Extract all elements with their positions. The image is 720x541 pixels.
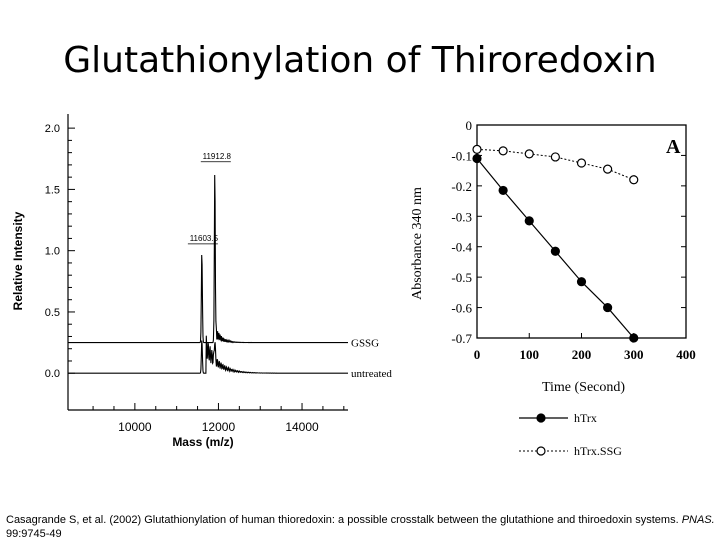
- legend-label-hTrx.SSG: hTrx.SSG: [574, 444, 622, 458]
- x-axis-label: Mass (m/z): [172, 435, 234, 449]
- y-tick-label: -0.1: [451, 148, 472, 164]
- series-label-GSSG: GSSG: [351, 337, 380, 350]
- citation-journal: PNAS.: [681, 514, 715, 526]
- data-point-hTrx: [630, 334, 638, 342]
- data-point-hTrx: [499, 186, 507, 194]
- legend-label-hTrx: hTrx: [574, 411, 597, 425]
- x-tick-label: 300: [624, 347, 644, 362]
- y-tick-label: 1.0: [44, 245, 60, 258]
- citation-text: Casagrande S, et al. (2002) Glutathionylation of human thioredoxin: a possible crosstalk between the glutathione and thiroedoxin systems.: [6, 514, 679, 526]
- x-tick-label: 400: [676, 347, 696, 362]
- y-axis-label: Absorbance 340 nm: [410, 187, 425, 300]
- panel-label: A: [666, 136, 681, 158]
- data-point-hTrx.SSG: [499, 147, 507, 155]
- y-tick-label: 0: [465, 118, 472, 133]
- x-tick-label: 14000: [285, 420, 319, 434]
- data-point-hTrx: [578, 278, 586, 286]
- data-point-hTrx.SSG: [525, 150, 533, 158]
- y-tick-label: 1.5: [44, 184, 60, 197]
- data-point-hTrx: [604, 304, 612, 312]
- data-point-hTrx: [551, 247, 559, 255]
- y-tick-label: -0.7: [451, 331, 472, 346]
- x-tick-label: 100: [519, 347, 539, 362]
- peak-label: 11603.5: [189, 233, 219, 243]
- citation-caption: [6, 513, 716, 541]
- data-point-hTrx.SSG: [604, 165, 612, 173]
- x-tick-label: 200: [571, 347, 592, 362]
- y-tick-label: 0.5: [44, 306, 60, 319]
- x-tick-label: 12000: [201, 420, 236, 434]
- y-tick-label: 0.0: [44, 368, 60, 381]
- data-point-hTrx.SSG: [473, 145, 481, 153]
- legend-marker-hTrx.SSG: [537, 447, 545, 455]
- y-tick-label: -0.6: [451, 300, 472, 316]
- x-axis-label: Time (Second): [541, 380, 626, 395]
- y-tick-label: -0.3: [451, 209, 472, 225]
- data-point-hTrx: [473, 154, 481, 162]
- y-tick-label: -0.5: [451, 270, 472, 286]
- peak-label: 11912.8: [202, 151, 231, 161]
- legend-marker-hTrx: [537, 414, 545, 422]
- data-point-hTrx.SSG: [551, 153, 559, 161]
- slide-title: Glutathionylation of Thiroredoxin: [63, 40, 657, 81]
- citation-reference: 99:9745-49: [6, 528, 62, 540]
- plot-frame: [477, 125, 686, 338]
- x-tick-label: 0: [473, 347, 481, 362]
- y-tick-label: 2.0: [44, 123, 60, 136]
- y-axis-label: Relative Intensity: [11, 211, 25, 311]
- y-tick-label: -0.4: [451, 239, 472, 255]
- data-point-hTrx.SSG: [630, 176, 638, 184]
- y-tick-label: -0.2: [451, 178, 472, 194]
- x-tick-label: 10000: [118, 420, 152, 434]
- data-point-hTrx.SSG: [578, 159, 586, 167]
- series-label-untreated: untreated: [351, 368, 392, 381]
- data-point-hTrx: [525, 217, 533, 225]
